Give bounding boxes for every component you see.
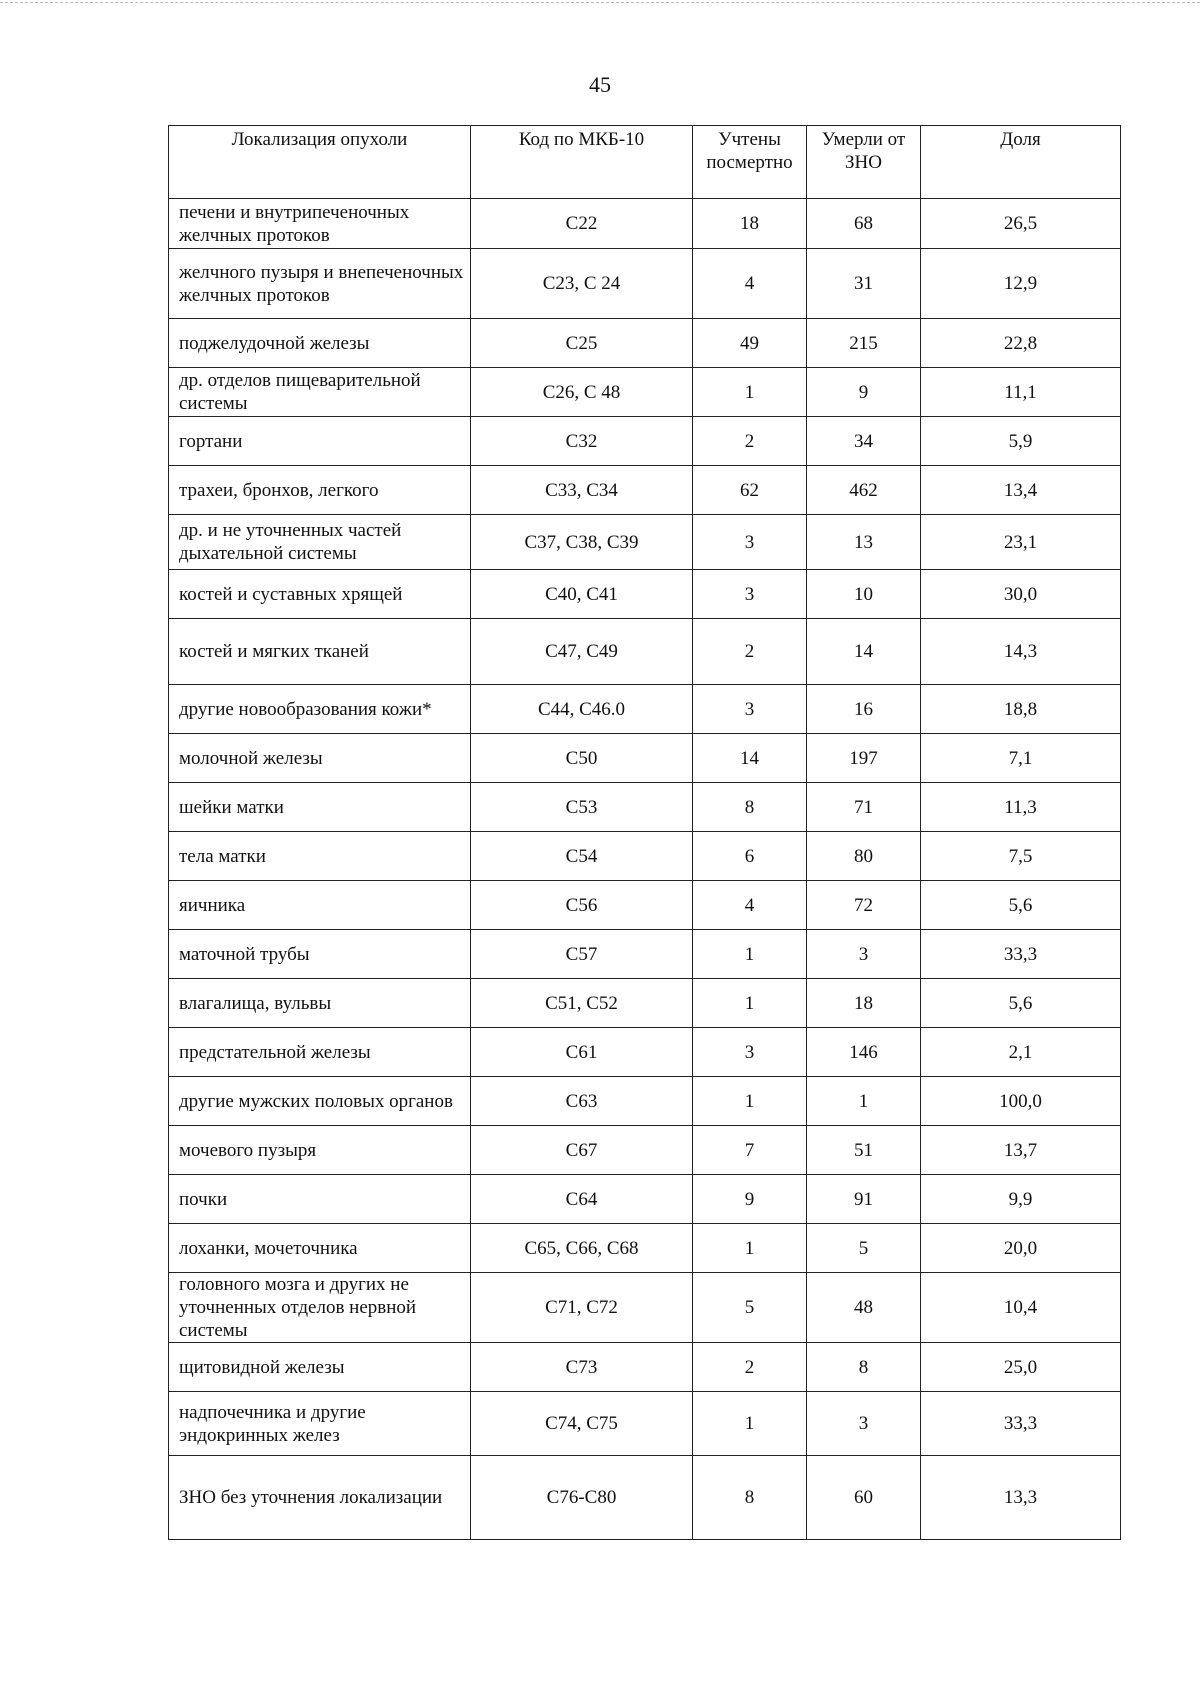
cell-share: 12,9 (921, 249, 1121, 319)
cell-code: С65, С66, С68 (471, 1224, 693, 1273)
cell-posthumous: 1 (693, 979, 807, 1028)
cell-code: С76-С80 (471, 1456, 693, 1540)
cell-share: 5,6 (921, 979, 1121, 1028)
table-header-row (169, 126, 1121, 199)
cell-code: С47, С49 (471, 619, 693, 685)
cell-localization: печени и внутрипеченочных желчных протоков (169, 199, 471, 249)
cell-localization: мочевого пузыря (169, 1126, 471, 1175)
cell-share: 7,5 (921, 832, 1121, 881)
cell-code: С50 (471, 734, 693, 783)
cell-localization: почки (169, 1175, 471, 1224)
cell-died: 34 (807, 417, 921, 466)
cell-share: 18,8 (921, 685, 1121, 734)
cell-posthumous: 8 (693, 1456, 807, 1540)
cell-share: 22,8 (921, 319, 1121, 368)
cell-localization: шейки матки (169, 783, 471, 832)
cell-died: 18 (807, 979, 921, 1028)
cell-posthumous: 3 (693, 515, 807, 570)
table-row (169, 417, 1121, 466)
header-share: Доля (921, 126, 1121, 199)
header-posthumous: Учтены посмертно (693, 126, 807, 199)
cell-posthumous: 6 (693, 832, 807, 881)
cell-localization: надпочечника и другие эндокринных желез (169, 1392, 471, 1456)
cell-died: 71 (807, 783, 921, 832)
cell-localization: др. отделов пищеварительной системы (169, 368, 471, 417)
cell-code: С64 (471, 1175, 693, 1224)
table-row (169, 1224, 1121, 1273)
table-row (169, 619, 1121, 685)
cell-localization: поджелудочной железы (169, 319, 471, 368)
cell-code: С33, С34 (471, 466, 693, 515)
cell-posthumous: 49 (693, 319, 807, 368)
cell-code: С51, С52 (471, 979, 693, 1028)
cell-share: 13,4 (921, 466, 1121, 515)
cell-share: 7,1 (921, 734, 1121, 783)
table-row (169, 249, 1121, 319)
cell-posthumous: 2 (693, 1343, 807, 1392)
cell-code: С63 (471, 1077, 693, 1126)
cell-posthumous: 14 (693, 734, 807, 783)
cell-localization: другие новообразования кожи* (169, 685, 471, 734)
cell-died: 3 (807, 1392, 921, 1456)
cell-share: 11,3 (921, 783, 1121, 832)
table-row (169, 1273, 1121, 1343)
cell-share: 20,0 (921, 1224, 1121, 1273)
table-row (169, 832, 1121, 881)
table-row (169, 1392, 1121, 1456)
cell-died: 91 (807, 1175, 921, 1224)
cell-died: 60 (807, 1456, 921, 1540)
header-died: Умерли от ЗНО (807, 126, 921, 199)
cell-died: 48 (807, 1273, 921, 1343)
cell-localization: головного мозга и других не уточненных отделов нервной системы (169, 1273, 471, 1343)
cell-posthumous: 1 (693, 1392, 807, 1456)
cell-share: 33,3 (921, 930, 1121, 979)
cell-share: 23,1 (921, 515, 1121, 570)
table-row (169, 199, 1121, 249)
cell-posthumous: 2 (693, 619, 807, 685)
cell-localization: яичника (169, 881, 471, 930)
cell-posthumous: 5 (693, 1273, 807, 1343)
cell-died: 1 (807, 1077, 921, 1126)
cell-code: С37, С38, С39 (471, 515, 693, 570)
cell-localization: щитовидной железы (169, 1343, 471, 1392)
cell-localization: желчного пузыря и внепеченочных желчных протоков (169, 249, 471, 319)
table-body (169, 199, 1121, 1540)
cell-localization: трахеи, бронхов, легкого (169, 466, 471, 515)
cell-posthumous: 3 (693, 685, 807, 734)
cell-died: 80 (807, 832, 921, 881)
cell-localization: др. и не уточненных частей дыхательной системы (169, 515, 471, 570)
scan-top-edge (0, 2, 1200, 4)
cell-localization: молочной железы (169, 734, 471, 783)
cell-localization: лоханки, мочеточника (169, 1224, 471, 1273)
cell-code: С25 (471, 319, 693, 368)
cell-localization: влагалища, вульвы (169, 979, 471, 1028)
cell-localization: маточной трубы (169, 930, 471, 979)
table-row (169, 466, 1121, 515)
cell-code: С74, С75 (471, 1392, 693, 1456)
cell-localization: ЗНО без уточнения локализации (169, 1456, 471, 1540)
table-row (169, 685, 1121, 734)
cell-share: 5,9 (921, 417, 1121, 466)
table-row (169, 783, 1121, 832)
cell-died: 13 (807, 515, 921, 570)
cell-died: 31 (807, 249, 921, 319)
cell-share: 30,0 (921, 570, 1121, 619)
cell-posthumous: 1 (693, 1224, 807, 1273)
cell-died: 16 (807, 685, 921, 734)
cell-code: С61 (471, 1028, 693, 1077)
table-row (169, 1126, 1121, 1175)
cell-died: 5 (807, 1224, 921, 1273)
cell-died: 51 (807, 1126, 921, 1175)
table-row (169, 570, 1121, 619)
cell-code: С67 (471, 1126, 693, 1175)
cell-posthumous: 1 (693, 368, 807, 417)
cell-share: 14,3 (921, 619, 1121, 685)
table-row (169, 1028, 1121, 1077)
cell-died: 197 (807, 734, 921, 783)
header-icd-code: Код по МКБ-10 (471, 126, 693, 199)
cell-share: 100,0 (921, 1077, 1121, 1126)
cell-localization: костей и суставных хрящей (169, 570, 471, 619)
cell-share: 25,0 (921, 1343, 1121, 1392)
cell-died: 68 (807, 199, 921, 249)
cell-code: С56 (471, 881, 693, 930)
cell-share: 10,4 (921, 1273, 1121, 1343)
cell-died: 72 (807, 881, 921, 930)
cell-died: 9 (807, 368, 921, 417)
cell-share: 9,9 (921, 1175, 1121, 1224)
cell-posthumous: 62 (693, 466, 807, 515)
cell-code: С32 (471, 417, 693, 466)
mortality-table (168, 125, 1121, 1540)
cell-died: 146 (807, 1028, 921, 1077)
page-number: 45 (589, 72, 611, 97)
cell-code: С73 (471, 1343, 693, 1392)
cell-posthumous: 18 (693, 199, 807, 249)
cell-localization: тела матки (169, 832, 471, 881)
cell-localization: другие мужских половых органов (169, 1077, 471, 1126)
cell-died: 215 (807, 319, 921, 368)
table-row (169, 979, 1121, 1028)
cell-posthumous: 8 (693, 783, 807, 832)
table-row (169, 881, 1121, 930)
cell-died: 462 (807, 466, 921, 515)
table-row (169, 930, 1121, 979)
cell-died: 10 (807, 570, 921, 619)
cell-code: С53 (471, 783, 693, 832)
cell-share: 33,3 (921, 1392, 1121, 1456)
table-row (169, 1077, 1121, 1126)
cell-posthumous: 4 (693, 249, 807, 319)
cell-posthumous: 3 (693, 1028, 807, 1077)
table-row (169, 1343, 1121, 1392)
cell-posthumous: 7 (693, 1126, 807, 1175)
table-row (169, 734, 1121, 783)
cell-code: С23, С 24 (471, 249, 693, 319)
cell-code: С22 (471, 199, 693, 249)
cell-code: С71, С72 (471, 1273, 693, 1343)
cell-died: 14 (807, 619, 921, 685)
cell-share: 13,7 (921, 1126, 1121, 1175)
cell-code: С57 (471, 930, 693, 979)
cell-localization: предстательной железы (169, 1028, 471, 1077)
cell-died: 3 (807, 930, 921, 979)
cell-code: С44, С46.0 (471, 685, 693, 734)
cell-posthumous: 2 (693, 417, 807, 466)
table-row (169, 515, 1121, 570)
table-row (169, 1456, 1121, 1540)
cell-code: С54 (471, 832, 693, 881)
header-localization: Локализация опухоли (169, 126, 471, 199)
cell-share: 13,3 (921, 1456, 1121, 1540)
cell-share: 5,6 (921, 881, 1121, 930)
cell-localization: костей и мягких тканей (169, 619, 471, 685)
cell-posthumous: 9 (693, 1175, 807, 1224)
cell-posthumous: 3 (693, 570, 807, 619)
table-row (169, 319, 1121, 368)
table-row (169, 368, 1121, 417)
cell-posthumous: 1 (693, 1077, 807, 1126)
cell-posthumous: 1 (693, 930, 807, 979)
cell-posthumous: 4 (693, 881, 807, 930)
table-row (169, 1175, 1121, 1224)
cell-share: 26,5 (921, 199, 1121, 249)
cell-share: 2,1 (921, 1028, 1121, 1077)
cell-code: С26, С 48 (471, 368, 693, 417)
cell-share: 11,1 (921, 368, 1121, 417)
cell-localization: гортани (169, 417, 471, 466)
cell-code: С40, С41 (471, 570, 693, 619)
cell-died: 8 (807, 1343, 921, 1392)
